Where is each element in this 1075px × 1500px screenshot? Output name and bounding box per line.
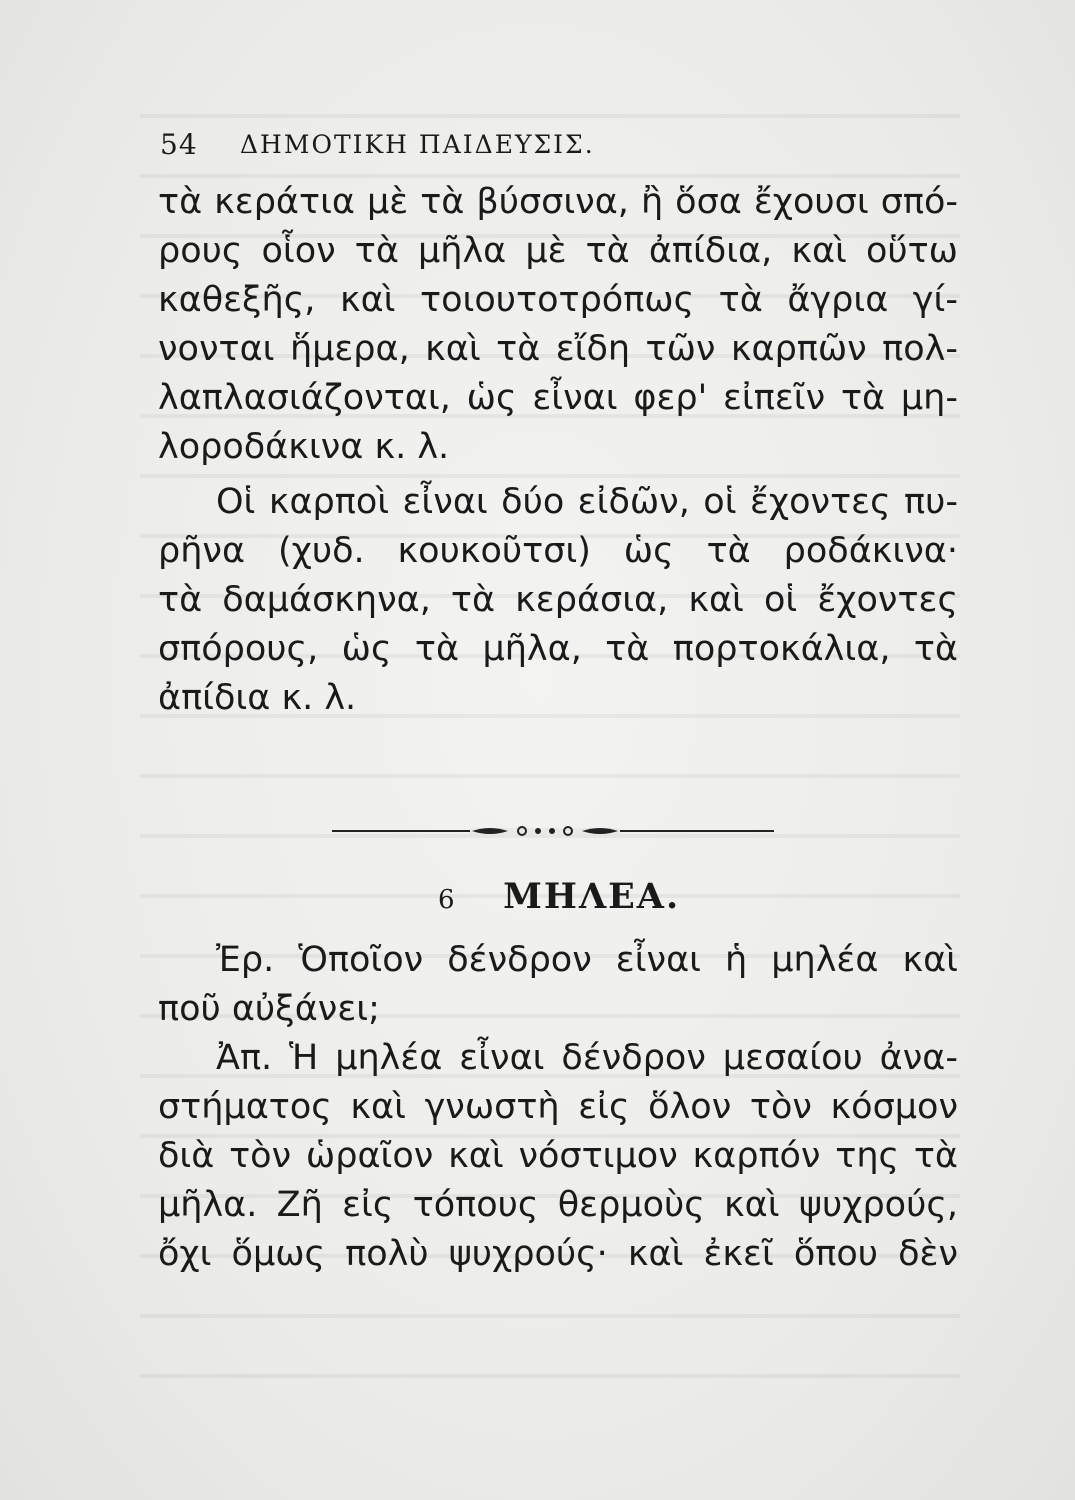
divider-ornament-icon: [470, 825, 620, 837]
text-line: διὰ τὸν ὡραῖον καὶ νόστιμον καρπόν της τὰ: [158, 1136, 958, 1176]
answer-paragraph: [158, 1034, 958, 1279]
body-text-bottom: [158, 936, 958, 1279]
text-line: Οἱ καρποὶ εἶναι δύο εἰδῶν, οἱ ἔχοντες πυ-: [216, 482, 958, 522]
text-line: λαπλασιάζονται, ὡς εἶναι φερ' εἰπεῖν τὰ μη-: [158, 378, 958, 418]
text-line: νονται ἥμερα, καὶ τὰ εἴδη τῶν καρπῶν πολ-: [158, 329, 958, 369]
text-line: ποῦ αὐξάνει;: [158, 989, 380, 1029]
text-line: Ἀπ. Ἡ μηλέα εἶναι δένδρον μεσαίου ἀνα-: [216, 1038, 958, 1078]
text-line: μῆλα. Ζῆ εἰς τόπους θερμοὺς καὶ ψυχρούς,: [158, 1185, 958, 1225]
running-head: ΔΗΜΟΤΙΚΗ ΠΑΙΔΕΥΣΙΣ.: [240, 130, 595, 159]
text-line: σπόρους, ὡς τὰ μῆλα, τὰ πορτοκάλια, τὰ: [158, 629, 958, 669]
text-line: τὰ δαμάσκηνα, τὰ κεράσια, καὶ οἱ ἔχοντες: [158, 580, 958, 620]
paragraph-1: [158, 178, 958, 472]
text-line: λοροδάκινα κ. λ.: [158, 427, 450, 467]
text-line: στήματος καὶ γνωστὴ εἰς ὅλον τὸν κόσμον: [158, 1087, 958, 1127]
text-line: καθεξῆς, καὶ τοιουτοτρόπως τὰ ἄγρια γί-: [158, 280, 958, 320]
question-paragraph: [158, 936, 958, 1034]
text-line: ρῆνα (χυδ. κουκοῦτσι) ὡς τὰ ροδάκινα·: [158, 531, 958, 571]
body-text-top: [158, 178, 958, 723]
text-line: ρους οἷον τὰ μῆλα μὲ τὰ ἀπίδια, καὶ οὕτω: [158, 231, 958, 271]
ornamental-divider: [332, 824, 774, 838]
paragraph-2: [158, 478, 958, 723]
section-number: 6: [438, 885, 455, 915]
section-title: ΜΗΛΕΑ.: [503, 876, 681, 917]
text-line: ἀπίδια κ. λ.: [158, 678, 357, 718]
page-header: [160, 128, 780, 168]
text-line: Ἐρ. Ὁποῖον δένδρον εἶναι ἡ μηλέα καὶ: [216, 940, 958, 980]
text-line: ὄχι ὅμως πολὺ ψυχρούς· καὶ ἐκεῖ ὅπου δὲν: [158, 1234, 958, 1274]
text-line: τὰ κεράτια μὲ τὰ βύσσινα, ἢ ὅσα ἔχουσι σπό-: [158, 182, 958, 222]
page-number: 54: [160, 128, 198, 161]
section-heading: [438, 876, 680, 917]
